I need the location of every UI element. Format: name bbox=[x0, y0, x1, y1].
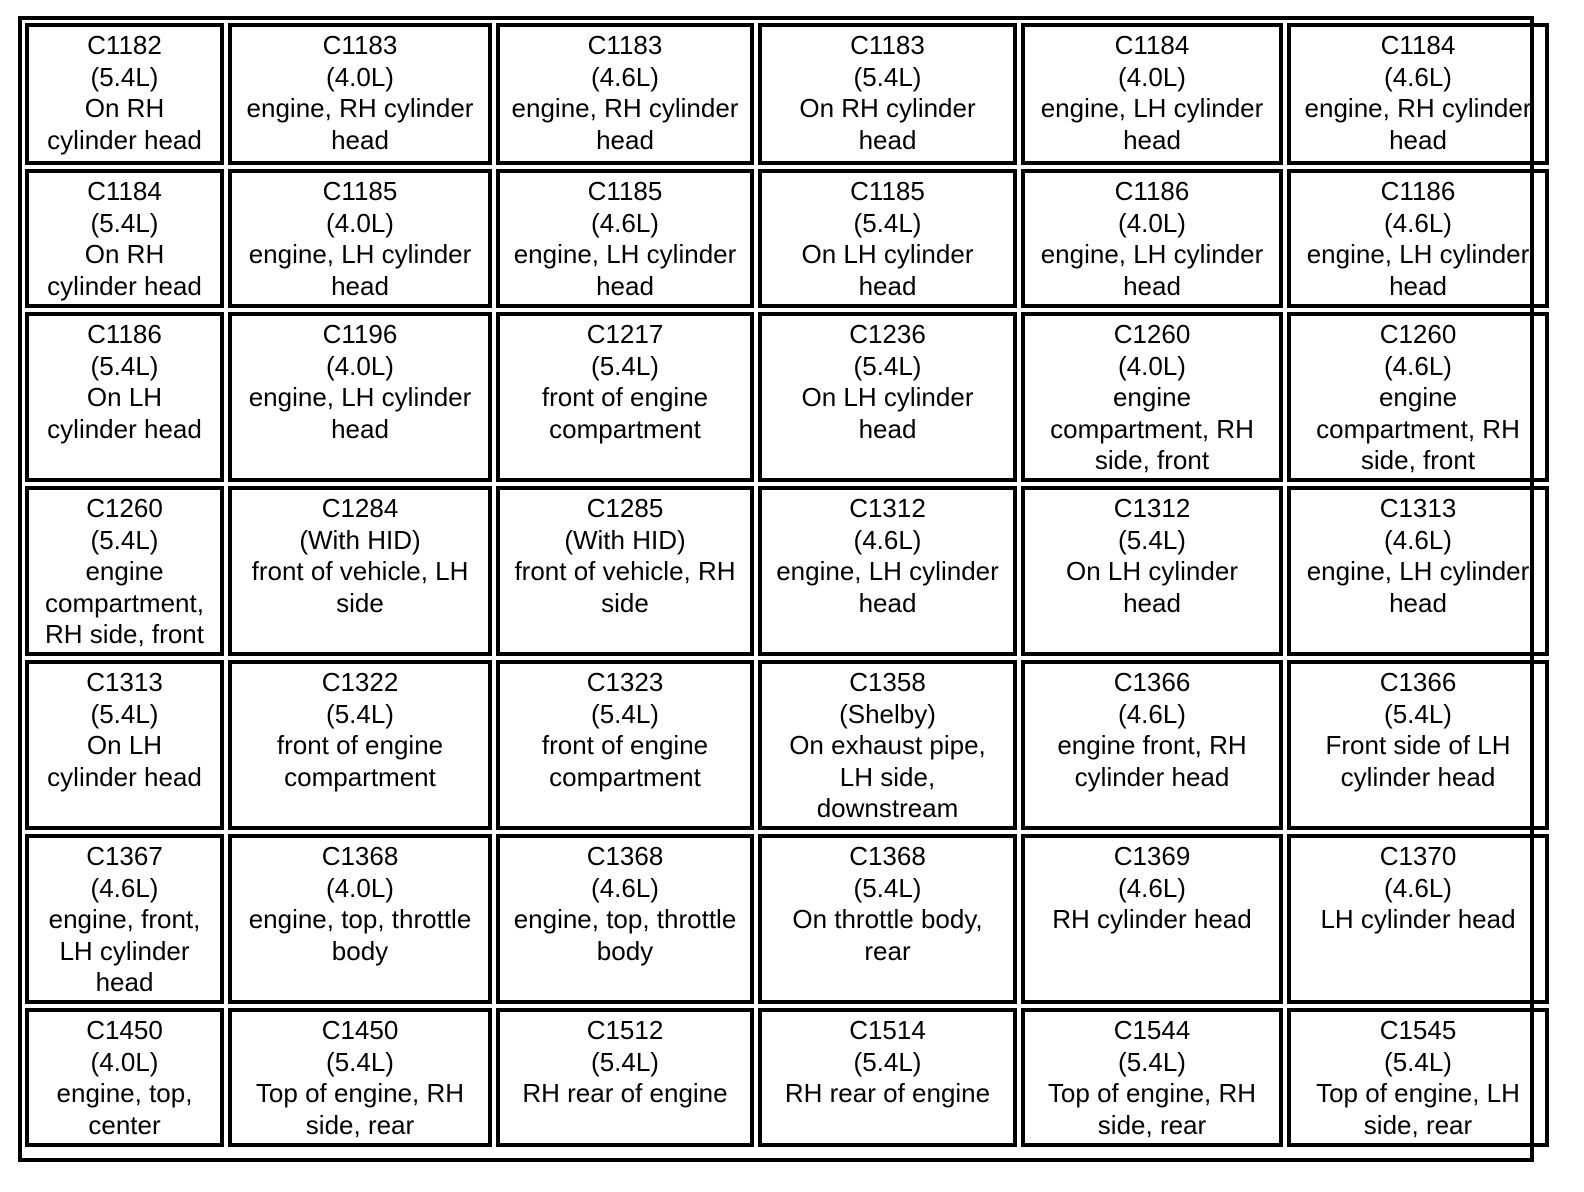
table-cell bbox=[1287, 1008, 1549, 1147]
engine-variant: (5.4L) bbox=[1118, 524, 1186, 555]
engine-variant: (5.4L) bbox=[326, 698, 394, 729]
connector-id: C1260 bbox=[1379, 319, 1457, 349]
location-text: rear bbox=[864, 935, 911, 966]
location-text: side, rear bbox=[305, 1109, 415, 1140]
connector-id: C1366 bbox=[1379, 667, 1457, 697]
connector-id: C1186 bbox=[1380, 176, 1456, 206]
location-text: head bbox=[858, 124, 917, 155]
engine-variant: (4.6L) bbox=[1384, 207, 1452, 238]
connector-id: C1284 bbox=[321, 493, 399, 523]
location-text: On throttle body, bbox=[792, 904, 983, 934]
table-cell bbox=[1287, 834, 1549, 1004]
location-text: RH rear of engine bbox=[784, 1078, 991, 1108]
table-cell bbox=[1021, 312, 1283, 482]
engine-variant: (5.4L) bbox=[853, 872, 922, 903]
location-text: front of vehicle, LH bbox=[251, 556, 469, 586]
engine-variant: (5.4L) bbox=[591, 1046, 659, 1077]
engine-variant: (Shelby) bbox=[839, 698, 936, 729]
connector-id: C1366 bbox=[1113, 667, 1191, 697]
table-cell bbox=[1287, 312, 1549, 482]
location-text: RH cylinder head bbox=[1052, 904, 1252, 934]
location-text: engine, LH cylinder bbox=[513, 239, 737, 269]
engine-variant: (4.0L) bbox=[326, 207, 394, 238]
table-cell bbox=[496, 169, 754, 308]
location-text: side bbox=[336, 587, 384, 618]
connector-id: C1183 bbox=[587, 30, 663, 60]
location-text: Front side of LH bbox=[1325, 730, 1511, 760]
location-text: On LH bbox=[86, 382, 163, 412]
location-text: compartment bbox=[549, 413, 701, 444]
table-cell bbox=[1021, 486, 1283, 656]
location-text: center bbox=[88, 1109, 161, 1140]
engine-variant: (5.4L) bbox=[326, 1046, 394, 1077]
connector-id: C1514 bbox=[849, 1015, 926, 1045]
connector-id: C1544 bbox=[1113, 1015, 1191, 1045]
table-cell bbox=[25, 486, 224, 656]
connector-id: C1367 bbox=[86, 841, 163, 871]
connector-id: C1260 bbox=[1113, 319, 1191, 349]
connector-id: C1323 bbox=[586, 667, 664, 697]
engine-variant: (4.6L) bbox=[591, 207, 659, 238]
table-cell bbox=[25, 834, 224, 1004]
location-text: engine, front, bbox=[48, 904, 201, 934]
engine-variant: (4.6L) bbox=[1384, 872, 1452, 903]
location-text: head bbox=[1389, 270, 1447, 301]
table-cell bbox=[25, 169, 224, 308]
table-cell bbox=[228, 23, 492, 165]
connector-id: C1236 bbox=[849, 319, 926, 349]
connector-id: C1313 bbox=[1379, 493, 1457, 523]
table-cell bbox=[1287, 660, 1549, 830]
connector-id: C1285 bbox=[586, 493, 664, 523]
location-text: head bbox=[1389, 124, 1447, 155]
connector-location-table bbox=[18, 16, 1534, 1162]
table-cell bbox=[496, 834, 754, 1004]
engine-variant: (4.6L) bbox=[1384, 524, 1452, 555]
engine-variant: (5.4L) bbox=[90, 524, 159, 555]
table-cell bbox=[1287, 486, 1549, 656]
location-text: engine, LH cylinder bbox=[248, 239, 472, 269]
connector-id: C1312 bbox=[849, 493, 926, 523]
engine-variant: (5.4L) bbox=[591, 350, 659, 381]
connector-id: C1184 bbox=[87, 176, 162, 206]
location-text: side, front bbox=[1094, 445, 1210, 475]
location-text: head bbox=[331, 124, 389, 155]
location-text: side, rear bbox=[1363, 1109, 1473, 1140]
connector-id: C1185 bbox=[587, 176, 663, 206]
location-text: engine, RH cylinder bbox=[1304, 93, 1532, 123]
connector-id: C1313 bbox=[86, 667, 163, 697]
connector-id: C1369 bbox=[1113, 841, 1191, 871]
location-text: On LH cylinder bbox=[1066, 556, 1238, 586]
location-text: On RH bbox=[84, 239, 165, 269]
location-text: compartment, bbox=[45, 587, 204, 618]
location-text: head bbox=[1123, 587, 1181, 618]
connector-id: C1182 bbox=[87, 30, 162, 60]
engine-variant: (4.6L) bbox=[591, 872, 659, 903]
location-text: engine bbox=[85, 556, 164, 586]
engine-variant: (4.6L) bbox=[1118, 872, 1186, 903]
connector-id: C1183 bbox=[322, 30, 398, 60]
connector-id: C1450 bbox=[86, 1015, 163, 1045]
location-text: RH side, front bbox=[45, 619, 204, 649]
location-text: compartment, RH bbox=[1050, 413, 1254, 444]
location-text: RH rear of engine bbox=[522, 1078, 728, 1108]
location-text: head bbox=[331, 413, 389, 444]
table-cell bbox=[228, 312, 492, 482]
connector-id: C1185 bbox=[850, 176, 925, 206]
table-cell bbox=[228, 1008, 492, 1147]
connector-id: C1184 bbox=[1380, 30, 1456, 60]
location-text: side bbox=[601, 587, 649, 618]
engine-variant: (4.0L) bbox=[90, 1046, 159, 1077]
location-text: cylinder head bbox=[1340, 761, 1496, 792]
location-text: On RH cylinder bbox=[799, 93, 976, 123]
engine-variant: (4.6L) bbox=[1384, 350, 1452, 381]
engine-variant: (4.6L) bbox=[853, 524, 922, 555]
engine-variant: (4.6L) bbox=[1118, 698, 1186, 729]
engine-variant: (4.6L) bbox=[90, 872, 159, 903]
location-text: LH cylinder head bbox=[1320, 904, 1516, 934]
location-text: body bbox=[596, 935, 654, 966]
connector-id: C1368 bbox=[586, 841, 664, 871]
table-cell bbox=[1021, 1008, 1283, 1147]
location-text: head bbox=[95, 967, 154, 997]
location-text: On exhaust pipe, bbox=[789, 730, 986, 760]
connector-id: C1358 bbox=[849, 667, 926, 697]
engine-variant: (4.0L) bbox=[326, 61, 394, 92]
engine-variant: (With HID) bbox=[299, 524, 421, 555]
engine-variant: (4.0L) bbox=[1118, 207, 1186, 238]
location-text: Top of engine, LH bbox=[1316, 1078, 1520, 1108]
location-text: body bbox=[331, 935, 389, 966]
location-text: On RH bbox=[84, 93, 165, 123]
location-text: engine, top, bbox=[56, 1078, 193, 1108]
engine-variant: (5.4L) bbox=[90, 698, 159, 729]
location-text: front of engine bbox=[541, 730, 709, 760]
table-cell bbox=[25, 660, 224, 830]
table-cell bbox=[496, 23, 754, 165]
table-cell bbox=[1021, 834, 1283, 1004]
location-text: front of engine bbox=[541, 382, 709, 412]
engine-variant: (5.4L) bbox=[853, 61, 922, 92]
table-cell bbox=[758, 1008, 1017, 1147]
connector-id: C1185 bbox=[322, 176, 398, 206]
table-cell bbox=[758, 660, 1017, 830]
connector-id: C1217 bbox=[586, 319, 664, 349]
connector-id: C1370 bbox=[1379, 841, 1457, 871]
connector-id: C1186 bbox=[1114, 176, 1190, 206]
location-text: cylinder head bbox=[47, 413, 202, 444]
engine-variant: (5.4L) bbox=[853, 207, 922, 238]
location-text: engine, LH cylinder bbox=[1040, 239, 1264, 269]
table-cell bbox=[1287, 23, 1549, 165]
connector-id: C1512 bbox=[586, 1015, 664, 1045]
location-text: head bbox=[1123, 270, 1181, 301]
location-text: head bbox=[331, 270, 389, 301]
engine-variant: (4.6L) bbox=[591, 61, 659, 92]
table-cell bbox=[1021, 660, 1283, 830]
engine-variant: (5.4L) bbox=[591, 698, 659, 729]
table-cell bbox=[1287, 169, 1549, 308]
location-text: head bbox=[858, 413, 917, 444]
table-cell bbox=[1021, 169, 1283, 308]
table-cell bbox=[758, 834, 1017, 1004]
table-cell bbox=[228, 169, 492, 308]
table-cell bbox=[25, 1008, 224, 1147]
location-text: side, front bbox=[1360, 445, 1476, 475]
engine-variant: (5.4L) bbox=[1118, 1046, 1186, 1077]
table-cell bbox=[228, 486, 492, 656]
table-cell bbox=[496, 312, 754, 482]
connector-id: C1186 bbox=[87, 319, 162, 349]
location-text: engine, LH cylinder bbox=[1306, 556, 1530, 586]
location-text: head bbox=[1389, 587, 1447, 618]
connector-id: C1196 bbox=[322, 319, 398, 349]
location-text: compartment, RH bbox=[1316, 413, 1520, 444]
location-text: engine, top, throttle bbox=[248, 904, 472, 934]
table-cell bbox=[758, 169, 1017, 308]
location-text: engine, top, throttle bbox=[513, 904, 737, 934]
table-cell bbox=[496, 660, 754, 830]
location-text: engine bbox=[1378, 382, 1458, 412]
location-text: cylinder head bbox=[1074, 761, 1230, 792]
location-text: On LH bbox=[86, 730, 163, 760]
connector-id: C1184 bbox=[1114, 30, 1190, 60]
location-text: cylinder head bbox=[47, 761, 202, 792]
location-text: engine, RH cylinder bbox=[246, 93, 474, 123]
table-cell bbox=[25, 312, 224, 482]
location-text: cylinder head bbox=[47, 124, 202, 155]
engine-variant: (4.0L) bbox=[326, 872, 394, 903]
location-text: On LH cylinder bbox=[801, 239, 974, 269]
location-text: head bbox=[858, 270, 917, 301]
table-cell bbox=[228, 834, 492, 1004]
location-text: head bbox=[596, 270, 654, 301]
connector-id: C1368 bbox=[849, 841, 926, 871]
location-text: LH side, bbox=[839, 761, 936, 792]
location-text: head bbox=[1123, 124, 1181, 155]
location-text: head bbox=[858, 587, 917, 618]
engine-variant: (4.0L) bbox=[1118, 61, 1186, 92]
location-text: downstream bbox=[816, 793, 959, 823]
location-text: head bbox=[596, 124, 654, 155]
table-cell bbox=[758, 486, 1017, 656]
connector-id: C1450 bbox=[321, 1015, 399, 1045]
location-text: engine, LH cylinder bbox=[1040, 93, 1264, 123]
location-text: cylinder head bbox=[47, 270, 202, 301]
location-text: compartment bbox=[284, 761, 436, 792]
table-cell bbox=[758, 23, 1017, 165]
engine-variant: (4.0L) bbox=[1118, 350, 1186, 381]
location-text: engine, LH cylinder bbox=[776, 556, 999, 586]
location-text: engine, RH cylinder bbox=[511, 93, 739, 123]
engine-variant: (5.4L) bbox=[853, 1046, 922, 1077]
location-text: Top of engine, RH bbox=[1047, 1078, 1257, 1108]
engine-variant: (5.4L) bbox=[90, 61, 159, 92]
connector-id: C1322 bbox=[321, 667, 399, 697]
engine-variant: (4.6L) bbox=[1384, 61, 1452, 92]
engine-variant: (5.4L) bbox=[853, 350, 922, 381]
table-cell bbox=[496, 1008, 754, 1147]
engine-variant: (4.0L) bbox=[326, 350, 394, 381]
engine-variant: (5.4L) bbox=[1384, 698, 1452, 729]
connector-id: C1545 bbox=[1379, 1015, 1457, 1045]
connector-id: C1260 bbox=[86, 493, 163, 523]
engine-variant: (5.4L) bbox=[90, 207, 159, 238]
location-text: front of engine bbox=[276, 730, 444, 760]
location-text: side, rear bbox=[1097, 1109, 1207, 1140]
table-cell bbox=[25, 23, 224, 165]
table-cell bbox=[228, 660, 492, 830]
location-text: front of vehicle, RH bbox=[514, 556, 736, 586]
location-text: engine front, RH bbox=[1057, 730, 1247, 760]
connector-id: C1312 bbox=[1113, 493, 1191, 523]
location-text: engine, LH cylinder bbox=[1306, 239, 1530, 269]
engine-variant: (With HID) bbox=[564, 524, 686, 555]
connector-id: C1368 bbox=[321, 841, 399, 871]
location-text: compartment bbox=[549, 761, 701, 792]
location-text: On LH cylinder bbox=[801, 382, 974, 412]
table-cell bbox=[1021, 23, 1283, 165]
location-text: Top of engine, RH bbox=[255, 1078, 465, 1108]
connector-id: C1183 bbox=[850, 30, 925, 60]
location-text: engine bbox=[1112, 382, 1192, 412]
location-text: LH cylinder bbox=[59, 935, 190, 966]
engine-variant: (5.4L) bbox=[1384, 1046, 1452, 1077]
engine-variant: (5.4L) bbox=[90, 350, 159, 381]
table-cell bbox=[496, 486, 754, 656]
table-cell bbox=[758, 312, 1017, 482]
location-text: engine, LH cylinder bbox=[248, 382, 472, 412]
